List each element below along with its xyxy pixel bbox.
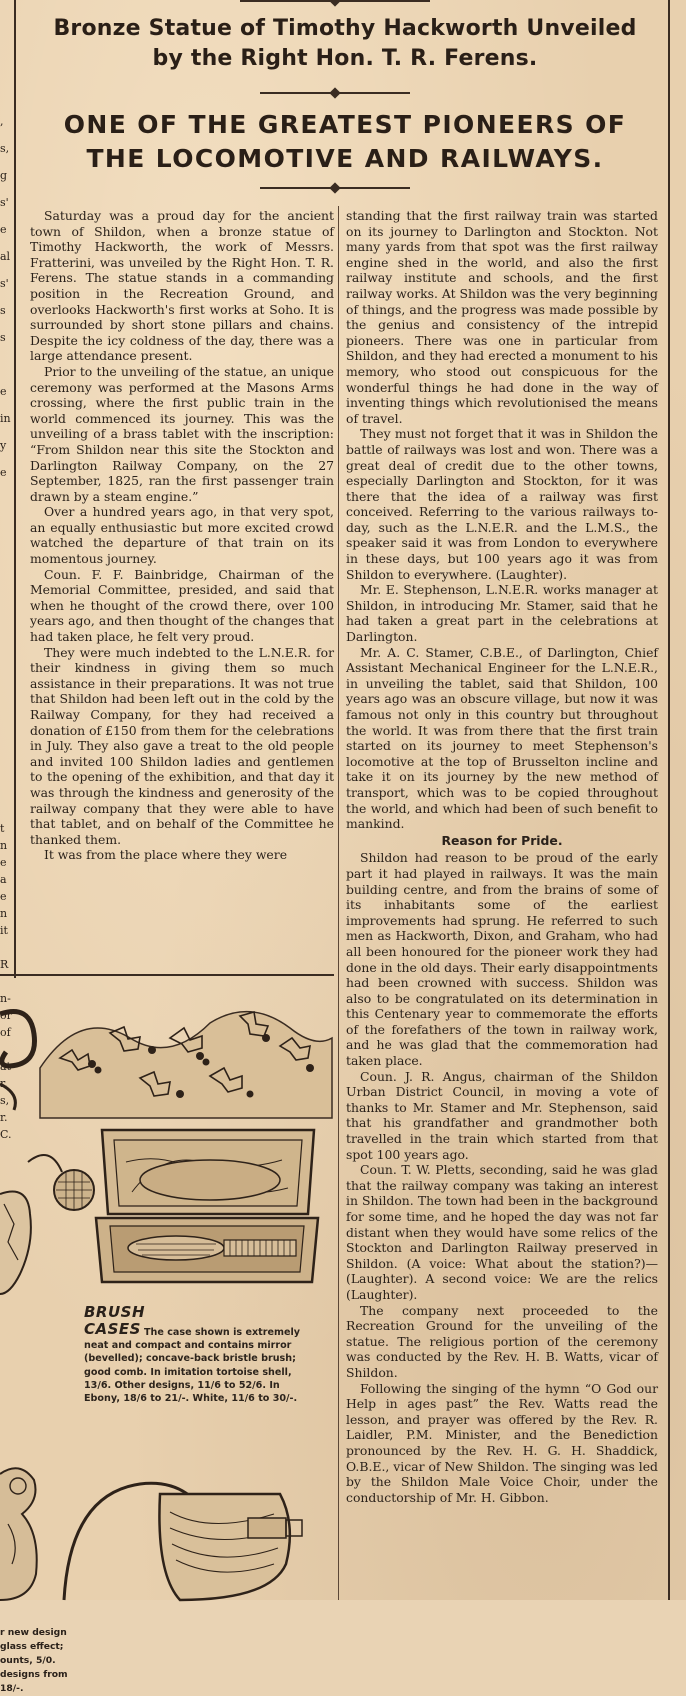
perfume-atomizer-icon (0, 1124, 100, 1324)
holly-decoration-icon (40, 998, 332, 1118)
margin-fragment: it (0, 924, 8, 937)
hair-brush-set-icon (60, 1464, 334, 1600)
paragraph: Coun. T. W. Pletts, seconding, said he was glad that the railway company was taking an interest in Shildon. The town had been in the background for some time, and he hoped the day was not far distant when they would have some relics of the Stockton and Darlington Railway preserved in Shildon. (A voice: What about the station?)—(Laughter). A second voice: We are the relics (Laughter). (346, 1162, 658, 1302)
advert-description (84, 1326, 300, 1405)
advert-title-line1: BRUSH (84, 1303, 146, 1321)
margin-fragment: g (0, 169, 8, 182)
margin-fragments (0, 108, 14, 486)
top-rule (240, 0, 430, 2)
margin-fragment: n (0, 907, 8, 920)
margin-fragment: e (0, 223, 7, 236)
margin-fragment: e (0, 466, 7, 479)
headline-main-line2: THE LOCOMOTIVE AND RAILWAYS. (86, 144, 604, 173)
advert-fragment-line: ounts, 5/0. (0, 1655, 56, 1666)
figurine-icon (0, 1464, 60, 1600)
margin-fragment: , (0, 115, 4, 128)
margin-fragment: R (0, 958, 9, 971)
advert-fragment-line: r new design (0, 1627, 67, 1638)
right-column-rule (668, 0, 670, 1600)
headline-line2: by the Right Hon. T. R. Ferens. (152, 46, 538, 71)
advert-description-text: The case shown is extremely neat and compact and contains mirror (bevelled); concave-back bristle brush; good comb. In imitation tortoise shell, 13/6. Other designs, 11/6 to 52/6. In Ebony, 18/6 to 21/-. White, 11/6 to 30/-. (84, 1327, 301, 1405)
paragraph: They must not forget that it was in Shildon the battle of railways was lost and won. There was a great deal of credit due to the other towns, especially Darlington and Stockton, for it was there that the idea of a railway was first conceived. Referring to the various railways to-day, such as the L.N.E.R. and the L.M.S., the speaker said it was from London to everywhere in these days, but 100 years ago it was from Shildon to everywhere. (Laughter). (346, 426, 658, 582)
paragraph: Coun. J. R. Angus, chairman of the Shildon Urban District Council, in moving a vote of thanks to Mr. Stamer and Mr. Stephenson, said that his grandfather and grandmother both travelled in the train which started from that spot 100 years ago. (346, 1068, 658, 1162)
paragraph: standing that the first railway train was started on its journey to Darlington and Stockton. Not many yards from that spot was the first railway engine shed in the world, and also the first railway institute and schools, and the first railway works. At Shildon was the very beginning of things, and the progress was made possible by the genius and consistency of the intrepid pioneers. There was one in particular from Shildon, and they had erected a monument to his memory, who stood out conspicuous for the wonderful things he had done in the way of inventing things which revolutionised the means of travel. (346, 208, 658, 426)
center-column-rule (338, 206, 339, 1600)
margin-fragment (0, 351, 14, 378)
headline-line1: Bronze Statue of Timothy Hackworth Unveiled (53, 16, 637, 41)
margin-fragment: a (0, 873, 7, 886)
headline-divider (260, 92, 410, 94)
margin-fragment: s (0, 304, 6, 317)
left-column-rule (14, 0, 16, 978)
margin-fragment: in (0, 412, 11, 425)
margin-fragment (0, 939, 14, 956)
article-column-2 (346, 208, 658, 1505)
margin-fragment: s, (0, 1094, 10, 1107)
margin-fragment: s' (0, 196, 9, 209)
margin-fragment: e (0, 385, 7, 398)
margin-fragment: e (0, 856, 7, 869)
margin-fragment: C. (0, 1128, 12, 1141)
margin-fragment: or (0, 1009, 12, 1022)
margin-fragment: s (0, 331, 6, 344)
advert-top-border (0, 974, 334, 976)
margin-fragment: of (0, 1026, 11, 1039)
advert-title-line2: CASES (84, 1320, 141, 1338)
margin-fragment: at (0, 1060, 11, 1073)
margin-fragment: al (0, 250, 11, 263)
margin-fragment: y (0, 439, 7, 452)
paragraph: Saturday was a proud day for the ancient town of Shildon, when a bronze statue of Timothy Hackworth, the work of Messrs. Fratterini, was unveiled by the Right Hon. T. R. Ferens. The statue stands in a commanding position in the Recreation Ground, and overlooks Hackworth's first works at Soho. It is surrounded by short stone pillars and chains. Despite the icy coldness of the day, there was a large attendance present. (30, 208, 334, 364)
paragraph: Mr. E. Stephenson, L.N.E.R. works manager at Shildon, in introducing Mr. Stamer, said that he had taken a great part in the celebrations at Darlington. (346, 582, 658, 645)
paragraph: Mr. A. C. Stamer, C.B.E., of Darlington, Chief Assistant Mechanical Engineer for the L.N.E.R., in unveiling the tablet, said that Shildon, 100 years ago was an obscure village, but now it was famous not only in this country but throughout the world. It was from there that the first train started on its journey to meet Stephenson's locomotive at the top of Brusselton incline and take it on its journey by the new method of transport, which was to be copied throughout the world, and which had been of such benefit to mankind. (346, 644, 658, 832)
paragraph: Prior to the unveiling of the statue, an unique ceremony was performed at the Masons Arms crossing, where the first public train in the world commenced its journey. This was the unveiling of a brass tablet with the inscription: “From Shildon near this site the Stockton and Darlington Railway Company, on the 27 September, 1825, ran the first passenger train drawn by a steam engine.” (30, 363, 334, 504)
headline-bottom-divider (260, 187, 410, 189)
paragraph: Shildon had reason to be proud of the early part it had played in railways. It was the main building centre, and from the brains of some of its inhabitants some of the earliest improvements had sprung. He referred to such men as Hackworth, Dixon, and Graham, who had all been honoured for the pioneer work they had done in the old days. Their early disappointments had been crowned with success. Shildon was also to be congratulated on its determination in this Centenary year to commemorate the efforts of the forefathers of the town in railway work, and he was glad that the commemoration had taken place. (346, 850, 658, 1069)
article-column-1 (30, 208, 334, 863)
advert-fragment-line: glass effect; (0, 1641, 64, 1652)
margin-fragment: r, (0, 1077, 8, 1090)
margin-fragment: t (0, 822, 5, 835)
advert-left-fragment (0, 1626, 80, 1696)
paragraph: The company next proceeded to the Recreation Ground for the unveiling of the statue. The religious portion of the ceremony was conducted by the Rev. H. B. Watts, vicar of Shildon. (346, 1302, 658, 1380)
paragraph: They were much indebted to the L.N.E.R. for their kindness in giving them so much assistance in their preparations. It was not true that Shildon had been left out in the cold by the Railway Company, for they had received a donation of £150 from them for the celebrations in July. They also gave a treat to the old people and invited 100 Shildon ladies and gentlemen to the opening of the exhibition, and that day it was through the kindness and generosity of the railway company that they were able to have that tablet, and on behalf of the Committee he thanked them. (30, 644, 334, 847)
paragraph: It was from the place where they were (44, 847, 288, 863)
margin-fragment: n (0, 839, 8, 852)
paragraph: Coun. F. F. Bainbridge, Chairman of the Memorial Committee, presided, and said that when he thought of the crowd there, over 100 years ago, and then thought of the changes that had taken place, he felt very proud. (30, 566, 334, 645)
paragraph: Following the singing of the hymn “O God our Help in ages past” the Rev. Watts read the lesson, and prayer was offered by the Rev. R. Laidler, P.M. Minister, and the Benediction pronounced by the Rev. H. G. H. Shaddick, O.B.E., vicar of New Shildon. The singing was led by the Shildon Male Voice Choir, under the conductorship of Mr. H. Gibbon. (346, 1380, 658, 1505)
advert-fragment-line: 18/-. (0, 1683, 24, 1694)
margin-fragment: r. (0, 1111, 8, 1124)
scroll-ornament-icon (0, 1004, 40, 1114)
headline-main-line1: ONE OF THE GREATEST PIONEERS OF (63, 110, 627, 139)
advert-fragment-line: designs from (0, 1669, 68, 1680)
subheading: Reason for Pride. (441, 832, 563, 848)
margin-fragment: s, (0, 142, 10, 155)
brush-cases-advert (0, 974, 334, 1694)
brush-case-illustration-icon (92, 1122, 322, 1292)
headline-main (18, 108, 672, 176)
headline-top (18, 14, 672, 74)
margin-fragment: e (0, 890, 7, 903)
margin-fragment: n- (0, 992, 11, 1005)
paragraph: Over a hundred years ago, in that very spot, an equally enthusiastic but more excited crowd watched the departure of that train on its momentous journey. (30, 504, 334, 567)
margin-fragment: s' (0, 277, 9, 290)
